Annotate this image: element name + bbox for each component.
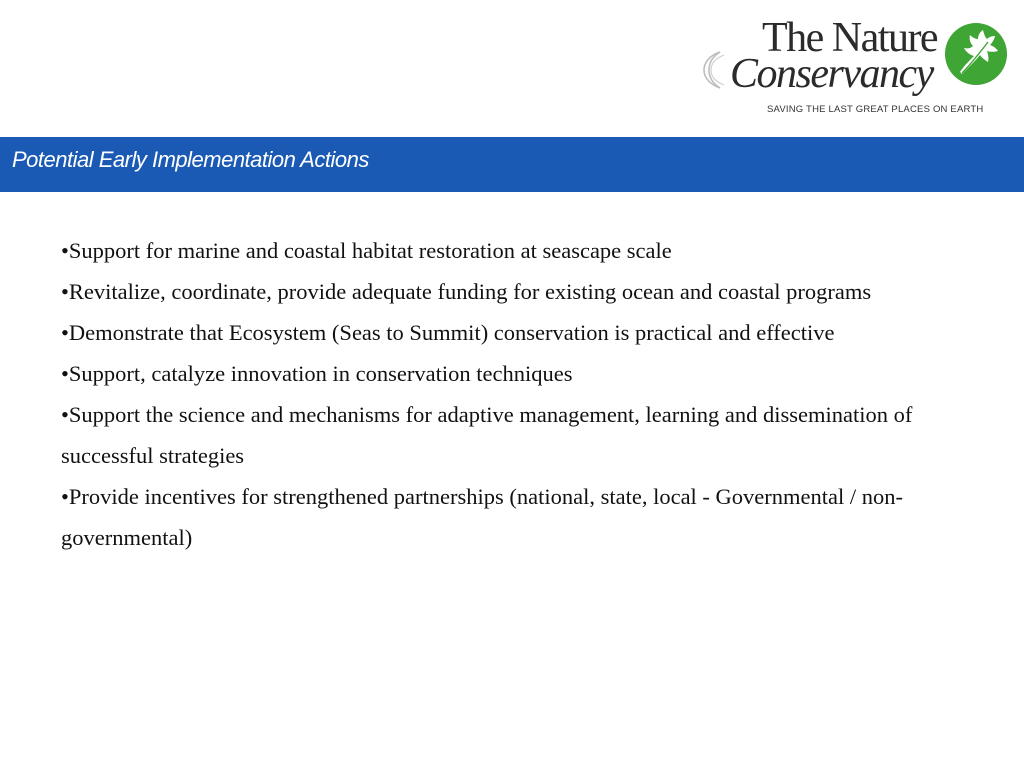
bullet-item: •Support the science and mechanisms for adaptive management, learning and dissemination of successful strategies [61,402,913,468]
logo-name-line2: Conservancy [730,51,933,97]
logo-wordmark [730,15,940,97]
crescent-icon [700,50,726,90]
title-band [0,137,1024,192]
bullet-item: •Revitalize, coordinate, provide adequate funding for existing ocean and coastal programs [61,279,872,304]
bullet-item: •Provide incentives for strengthened partnerships (national, state, local - Governmental / non-governmental) [61,484,904,550]
bullet-item: •Demonstrate that Ecosystem (Seas to Summit) conservation is practical and effective [61,320,835,345]
logo-tagline: SAVING THE LAST GREAT PLACES ON EARTH [767,104,984,115]
bullet-item: •Support, catalyze innovation in conservation techniques [61,361,573,386]
nature-conservancy-logo [700,15,1012,122]
page-title: Potential Early Implementation Actions [12,147,369,172]
bullet-list [61,230,981,558]
oak-leaf-icon [944,22,1008,86]
bullet-item: •Support for marine and coastal habitat restoration at seascape scale [61,238,672,263]
logo-name-line1: The Nature [762,15,938,61]
